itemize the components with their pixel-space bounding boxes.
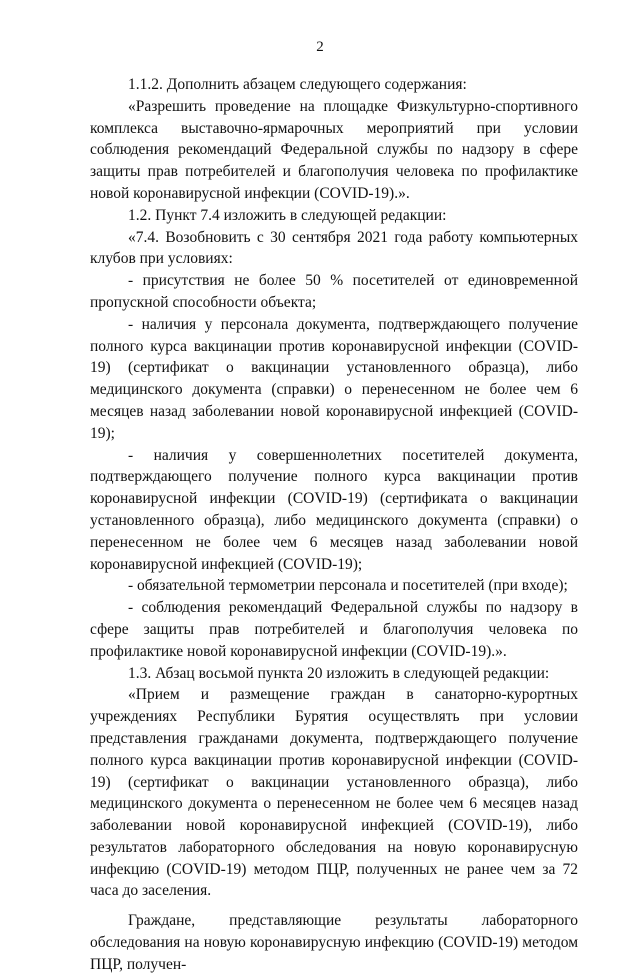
paragraph-1-3-heading: 1.3. Абзац восьмой пункта 20 изложить в следующей редакции:	[128, 664, 550, 682]
paragraph-pcr-test-citizens: Граждане, представляющие результаты лабораторного обследования на новую коронавирусную инфекцию (COVID-19) методом ПЦР, получен-	[90, 912, 578, 973]
paragraph-7-4-computer-clubs: «7.4. Возобновить с 30 сентября 2021 года работу компьютерных клубов при условиях:	[90, 228, 578, 268]
paragraph-sanatorium-admission: «Прием и размещение граждан в санаторно-курортных учреждениях Республики Бурятия осуществлять при условии представления гражданами документа, подтверждающего получение полного курса вакцинации против коронавирусной инфекции (COVID-19) (сертификат о вакцинации установленного образца), либо медицинского документа о перенесенном не более чем 6 месяцев назад заболевании новой коронавирусной инфекцией (COVID-19), либо результатов лабораторного обследования на новую коронавирусную инфекцию (COVID-19) методом ПЦР, полученных не ранее чем за 72 часа до заселения.	[90, 686, 578, 900]
condition-visitor-vaccination: - наличия у совершеннолетних посетителей документа, подтверждающего получение полного курса вакцинации против коронавирусной инфекции (COVID-19) (сертификата о вакцинации установленного образца), либо медицинского документа (справки) о перенесенном не более чем 6 месяцев назад заболевании новой коронавирусной инфекцией (COVID-19);	[90, 446, 578, 573]
condition-thermometry: - обязательной термометрии персонала и посетителей (при входе);	[128, 577, 568, 595]
paragraph-1-1-2-heading: 1.1.2. Дополнить абзацем следующего содержания:	[128, 76, 467, 93]
condition-visitor-capacity: - присутствия не более 50 % посетителей от единовременной пропускной способности объекта;	[90, 272, 578, 311]
paragraph-1-2-heading: 1.2. Пункт 7.4 изложить в следующей редакции:	[128, 206, 447, 224]
paragraph-sports-complex-events: «Разрешить проведение на площадке Физкультурно-спортивного комплекса выставочно-ярмарочных мероприятий при условии соблюдения рекомендаций Федеральной службы по надзору в сфере защиты прав потребителей и благополучия человека по профилактике новой коронавирусной инфекции (COVID-19).».	[90, 97, 578, 202]
condition-rospotrebnadzor-recommendations: - соблюдения рекомендаций Федеральной службы по надзору в сфере защиты прав потребителей и благополучия человека по профилактике новой коронавирусной инфекции (COVID-19).».	[90, 599, 578, 660]
page-number: 2	[316, 39, 324, 55]
document-body	[90, 74, 578, 976]
condition-staff-vaccination: - наличия у персонала документа, подтверждающего получение полного курса вакцинации против коронавирусной инфекции (COVID-19) (сертификат о вакцинации установленного образца), либо медицинского документа (справки) о перенесенном не более чем 6 месяцев назад заболевании новой коронавирусной инфекцией (COVID-19);	[90, 315, 578, 442]
